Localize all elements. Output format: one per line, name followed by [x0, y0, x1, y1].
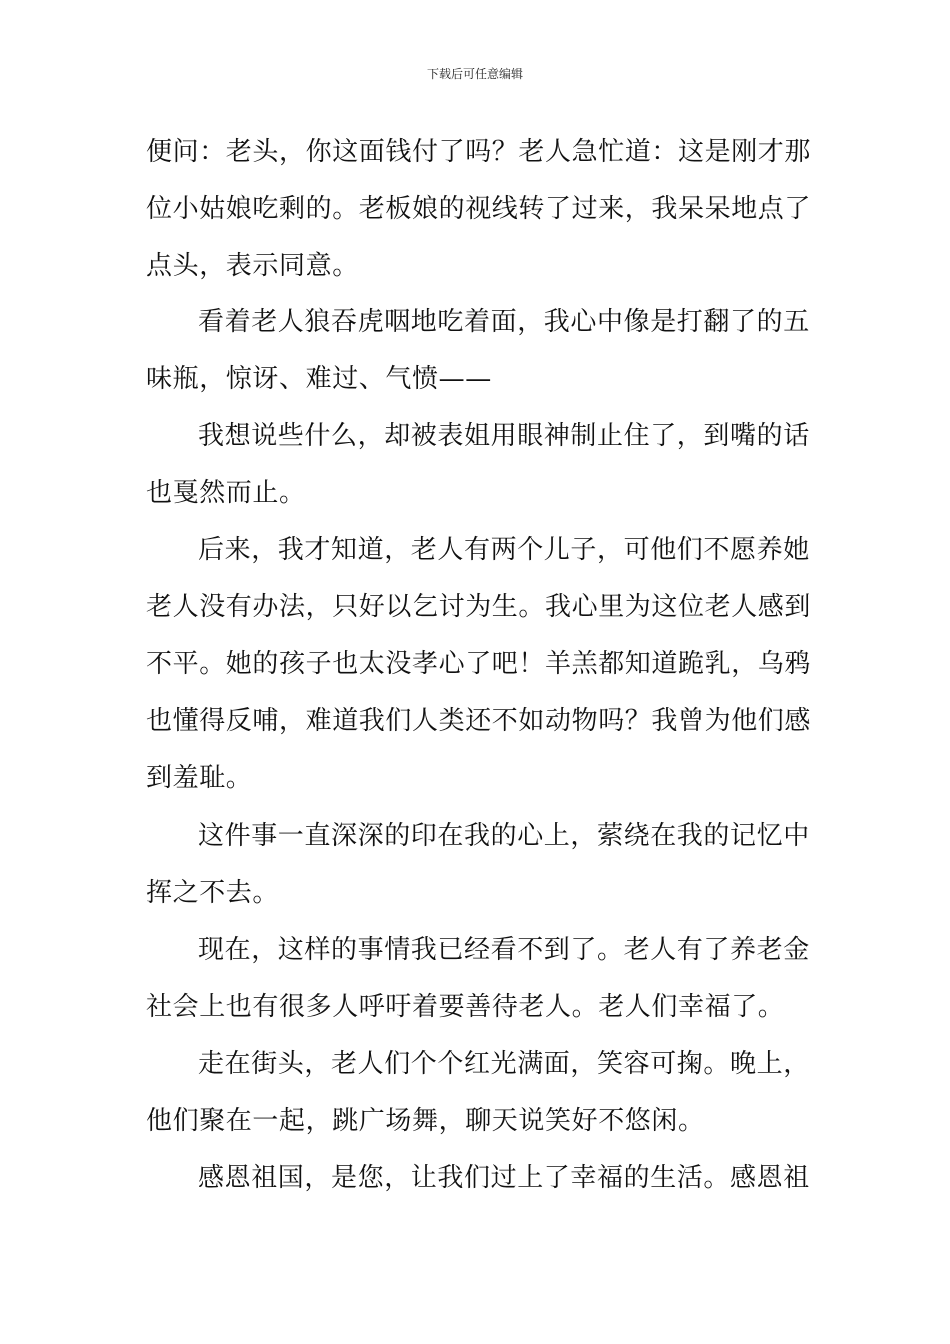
- text-line: 不平。她的孩子也太没孝心了吧！羊羔都知道跪乳，乌鸦: [146, 649, 812, 679]
- paragraph-first-line: 后来，我才知道，老人有两个儿子，可他们不愿养她: [198, 535, 810, 565]
- paragraph-first-line: 我想说些什么，却被表姐用眼神制止住了，到嘴的话: [198, 421, 810, 451]
- page-header: 下载后可任意编辑: [426, 67, 523, 81]
- paragraph-first-line: 这件事一直深深的印在我的心上，萦绕在我的记忆中: [198, 821, 810, 851]
- text-line: 点头，表示同意。: [146, 251, 359, 281]
- paragraph-first-line: 看着老人狼吞虎咽地吃着面，我心中像是打翻了的五: [198, 307, 810, 337]
- text-line: 老人没有办法，只好以乞讨为生。我心里为这位老人感到: [146, 592, 812, 622]
- text-line: 也戛然而止。: [146, 478, 306, 508]
- text-line: 位小姑娘吃剩的。老板娘的视线转了过来，我呆呆地点了: [146, 194, 812, 224]
- text-line: 味瓶，惊讶、难过、气愤——: [146, 364, 492, 394]
- paragraph-first-line: 走在街头，老人们个个红光满面，笑容可掬。晚上，: [198, 1049, 810, 1079]
- paragraph-first-line: 现在，这样的事情我已经看不到了。老人有了养老金: [198, 935, 810, 965]
- paragraph-first-line: 感恩祖国，是您，让我们过上了幸福的生活。感恩祖: [198, 1163, 810, 1193]
- text-line: 挥之不去。: [146, 878, 280, 908]
- text-line: 到羞耻。: [146, 763, 253, 793]
- text-line: 便问：老头，你这面钱付了吗？老人急忙道：这是刚才那: [146, 137, 812, 167]
- text-line: 社会上也有很多人呼吁着要善待老人。老人们幸福了。: [146, 992, 785, 1022]
- text-line: 也懂得反哺，难道我们人类还不如动物吗？我曾为他们感: [146, 706, 812, 736]
- text-line: 他们聚在一起，跳广场舞，聊天说笑好不悠闲。: [146, 1106, 705, 1136]
